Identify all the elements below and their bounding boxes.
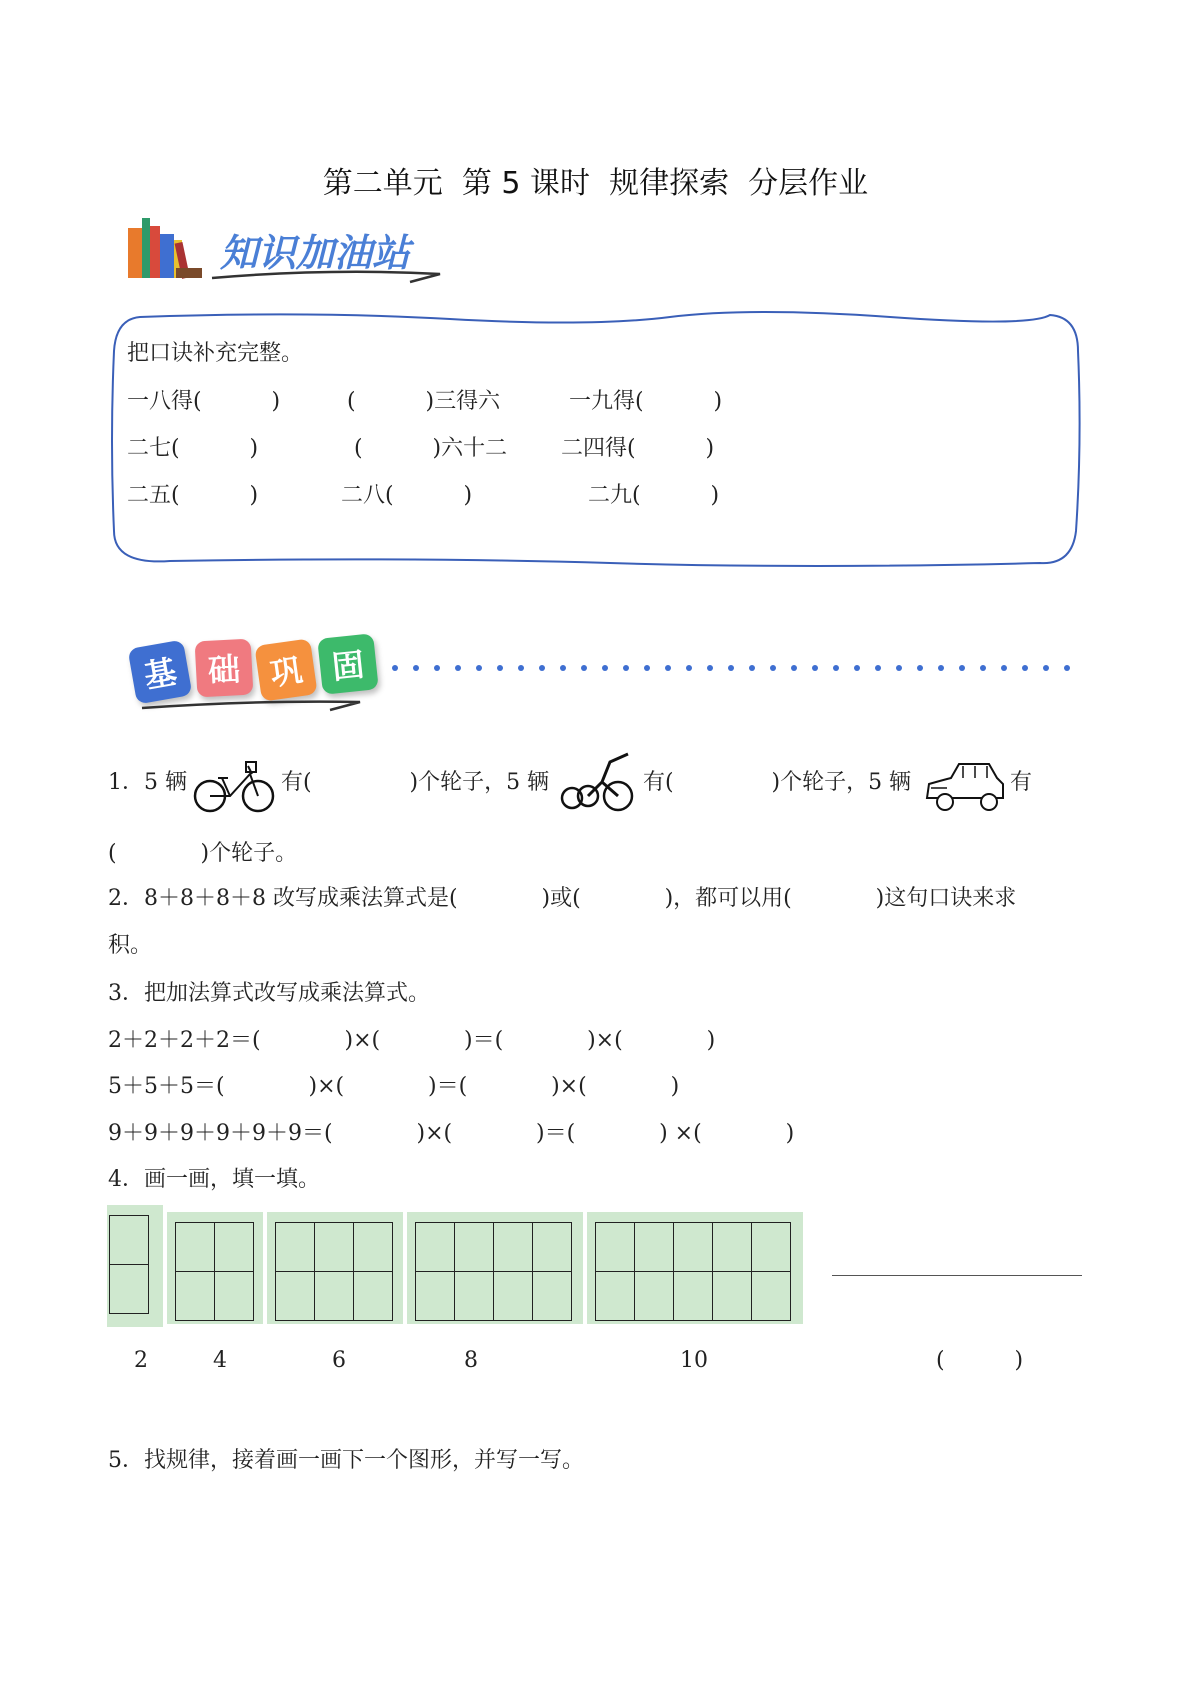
divider-dot: [959, 665, 965, 671]
grid-cell: [110, 1265, 149, 1314]
grid-label: 6: [332, 1348, 346, 1373]
grid-cell: [635, 1272, 674, 1321]
blank-fill[interactable]: 二九( ): [588, 483, 720, 508]
grid-cell: [354, 1223, 393, 1272]
divider-dot: [623, 665, 629, 671]
blank-fill[interactable]: 二八( ): [341, 483, 473, 508]
grid-cell: [276, 1223, 315, 1272]
grid-cell: [354, 1272, 393, 1321]
divider-dot: [728, 665, 734, 671]
divider-dot: [560, 665, 566, 671]
tricycle-icon: [558, 752, 638, 816]
grid-label: 4: [213, 1348, 227, 1373]
section-banner-knowledge: 知识加油站: [220, 231, 411, 275]
grid-label: 2: [134, 1348, 148, 1373]
divider-dot: [707, 665, 713, 671]
blank-fill[interactable]: 二四得( ): [561, 436, 715, 461]
divider-dot: [686, 665, 692, 671]
divider-dot: [770, 665, 776, 671]
banner-tile: 基: [128, 640, 193, 705]
q2-text-cont: 积。: [108, 933, 153, 958]
grid-cell: [713, 1223, 752, 1272]
divider-dot: [980, 665, 986, 671]
banner-tile: 巩: [254, 638, 317, 701]
divider-dot: [518, 665, 524, 671]
grid-cell: [315, 1272, 354, 1321]
grid-group: [587, 1212, 803, 1324]
grid-cell: [416, 1223, 455, 1272]
divider-dot: [413, 665, 419, 671]
grid-cell: [215, 1272, 254, 1321]
divider-dot: [497, 665, 503, 671]
divider-dot: [1043, 665, 1049, 671]
grid-group: [167, 1212, 263, 1324]
q5-prompt: 5．找规律，接着画一画下一个图形，并写一写。: [108, 1448, 584, 1473]
q4-prompt: 4．画一画，填一填。: [108, 1167, 320, 1192]
divider-dot: [581, 665, 587, 671]
blank-fill[interactable]: 一九得( ): [569, 389, 723, 414]
divider-dot: [644, 665, 650, 671]
q2-text[interactable]: 2．8＋8＋8＋8 改写成乘法算式是( )或( )，都可以用( )这句口诀来求: [108, 886, 1017, 911]
divider-dot: [1001, 665, 1007, 671]
divider-dot: [455, 665, 461, 671]
drawing-line[interactable]: [832, 1275, 1082, 1276]
grid-table: [175, 1222, 254, 1321]
grid-group: [107, 1205, 163, 1327]
divider-dot: [602, 665, 608, 671]
divider-dot: [812, 665, 818, 671]
blank-fill[interactable]: ( )三得六: [347, 389, 501, 414]
q1-text: 有: [1010, 770, 1033, 795]
divider-dot: [749, 665, 755, 671]
grid-table: [275, 1222, 393, 1321]
q3-row[interactable]: 2＋2＋2＋2＝( )×( )＝( )×( ): [108, 1028, 716, 1053]
divider-dot: [791, 665, 797, 671]
banner-tile: 础: [195, 639, 254, 698]
grid-table: [415, 1222, 572, 1321]
grid-cell: [276, 1272, 315, 1321]
car-icon: [923, 758, 1009, 816]
blank-fill[interactable]: ( )六十二: [354, 436, 508, 461]
divider-dot: [665, 665, 671, 671]
grid-cell: [596, 1272, 635, 1321]
answer-blank[interactable]: ( ): [936, 1348, 1024, 1373]
divider-dot: [476, 665, 482, 671]
grid-cell: [455, 1272, 494, 1321]
underline-swoosh: [140, 696, 380, 716]
grid-cell: [713, 1272, 752, 1321]
grid-cell: [455, 1223, 494, 1272]
q3-row[interactable]: 5＋5＋5＝( )×( )＝( )×( ): [108, 1074, 680, 1099]
divider-dot: [1022, 665, 1028, 671]
instruction-text: 把口诀补充完整。: [127, 341, 304, 366]
grid-cell: [110, 1216, 149, 1265]
bicycle-icon: [192, 756, 278, 814]
grid-cell: [674, 1272, 713, 1321]
q3-row[interactable]: 9＋9＋9＋9＋9＋9＝( )×( )＝( ) ×( ): [108, 1121, 795, 1146]
grid-cell: [494, 1272, 533, 1321]
grid-table: [109, 1215, 149, 1314]
divider-dot: [854, 665, 860, 671]
books-icon: [128, 214, 208, 280]
banner-tile: 固: [317, 633, 379, 695]
divider-dot: [1064, 665, 1070, 671]
grid-label: 8: [464, 1348, 478, 1373]
divider-dot: [875, 665, 881, 671]
grid-cell: [176, 1223, 215, 1272]
divider-dot: [392, 665, 398, 671]
grid-cell: [533, 1223, 572, 1272]
blank-fill[interactable]: 二七( ): [127, 436, 259, 461]
grid-cell: [674, 1223, 713, 1272]
q1-blank-tricycle[interactable]: 有( )个轮子，5 辆: [643, 770, 912, 795]
underline-swoosh: [210, 266, 450, 286]
page-title: 第二单元 第 5 课时 规律探索 分层作业: [322, 166, 869, 201]
grid-cell: [752, 1223, 791, 1272]
grid-cell: [533, 1272, 572, 1321]
grid-cell: [315, 1223, 354, 1272]
grid-group: [267, 1212, 403, 1324]
q1-text: 1．5 辆: [108, 770, 187, 795]
grid-group: [407, 1212, 583, 1324]
divider-dot: [434, 665, 440, 671]
grid-cell: [215, 1223, 254, 1272]
divider-dot: [938, 665, 944, 671]
grid-cell: [494, 1223, 533, 1272]
q1-blank-car[interactable]: ( )个轮子。: [108, 841, 298, 866]
grid-cell: [596, 1223, 635, 1272]
grid-table: [595, 1222, 791, 1321]
grid-cell: [635, 1223, 674, 1272]
grid-cell: [752, 1272, 791, 1321]
divider-dot: [917, 665, 923, 671]
grid-cell: [416, 1272, 455, 1321]
divider-dot: [833, 665, 839, 671]
divider-dot: [896, 665, 902, 671]
grid-label: 10: [680, 1348, 708, 1373]
blank-fill[interactable]: 一八得( ): [127, 389, 281, 414]
q1-blank-bicycle[interactable]: 有( )个轮子，5 辆: [281, 770, 550, 795]
grid-cell: [176, 1272, 215, 1321]
q3-prompt: 3．把加法算式改写成乘法算式。: [108, 981, 430, 1006]
blank-fill[interactable]: 二五( ): [127, 483, 259, 508]
divider-dot: [539, 665, 545, 671]
